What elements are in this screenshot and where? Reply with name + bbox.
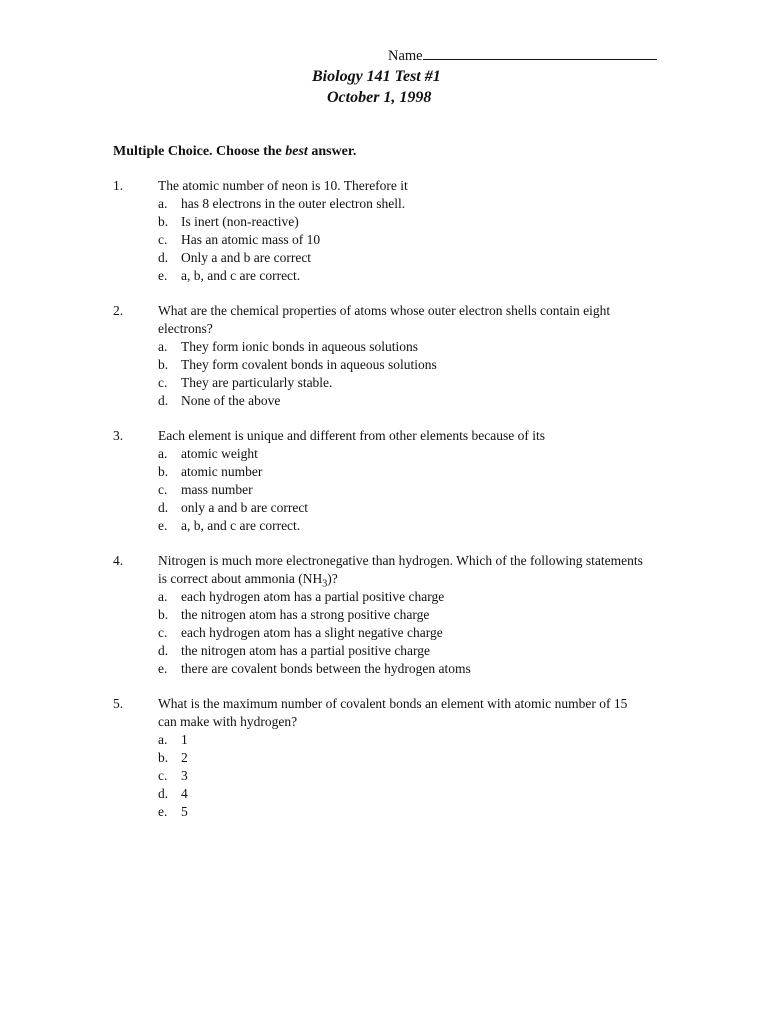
instructions <box>113 143 356 161</box>
answer-option <box>158 249 673 267</box>
answer-option <box>158 499 673 517</box>
option-letter: a. <box>158 196 168 211</box>
answer-option <box>158 731 673 749</box>
option-letter: c. <box>158 232 168 247</box>
option-letter: e. <box>158 804 168 819</box>
name-field-line <box>388 46 657 65</box>
answer-option <box>158 749 673 767</box>
question-number: 1. <box>113 178 124 193</box>
option-text: mass number <box>181 482 253 497</box>
option-text: None of the above <box>181 393 281 408</box>
option-text: each hydrogen atom has a slight negative charge <box>181 625 443 640</box>
answer-option <box>158 356 673 374</box>
answer-options <box>158 338 673 410</box>
name-label: Name <box>388 48 423 64</box>
answer-option <box>158 195 673 213</box>
option-letter: d. <box>158 786 169 801</box>
option-letter: c. <box>158 768 168 783</box>
question-2 <box>113 302 673 410</box>
answer-option <box>158 213 673 231</box>
answer-option <box>158 267 673 285</box>
question-1 <box>113 177 673 285</box>
answer-options <box>158 731 673 821</box>
question-number: 3. <box>113 428 124 443</box>
option-text: They form ionic bonds in aqueous solutions <box>181 339 418 354</box>
option-text: Only a and b are correct <box>181 250 312 265</box>
option-letter: a. <box>158 589 168 604</box>
question-stem: What is the maximum number of covalent bonds an element with atomic number of 15 can make with hydrogen? <box>158 696 628 729</box>
option-text: atomic number <box>181 464 263 479</box>
option-text: there are covalent bonds between the hydrogen atoms <box>181 661 471 676</box>
option-letter: d. <box>158 393 169 408</box>
instructions-prefix: Multiple Choice. Choose the <box>113 144 286 159</box>
question-5 <box>113 695 673 821</box>
option-text: has 8 electrons in the outer electron shell. <box>181 196 406 211</box>
answer-option <box>158 803 673 821</box>
option-letter: b. <box>158 607 169 622</box>
subscript-3: 3 <box>322 578 328 590</box>
answer-option <box>158 481 673 499</box>
name-blank <box>423 46 657 60</box>
option-text: Has an atomic mass of 10 <box>181 232 321 247</box>
option-letter: b. <box>158 464 169 479</box>
answer-option <box>158 624 673 642</box>
option-letter: e. <box>158 268 168 283</box>
answer-option <box>158 660 673 678</box>
answer-option <box>158 588 673 606</box>
option-text: the nitrogen atom has a partial positive charge <box>181 643 431 658</box>
answer-options <box>158 195 673 285</box>
option-text: the nitrogen atom has a strong positive charge <box>181 607 430 622</box>
option-text: each hydrogen atom has a partial positive charge <box>181 589 445 604</box>
answer-option <box>158 606 673 624</box>
option-letter: e. <box>158 518 168 533</box>
option-text: a, b, and c are correct. <box>181 268 301 283</box>
option-letter: c. <box>158 625 168 640</box>
option-text: 2 <box>181 750 188 765</box>
option-letter: b. <box>158 750 169 765</box>
option-text: a, b, and c are correct. <box>181 518 301 533</box>
option-text: Is inert (non-reactive) <box>181 214 299 229</box>
option-letter: a. <box>158 339 168 354</box>
option-letter: c. <box>158 482 168 497</box>
answer-option <box>158 231 673 249</box>
title-course: Biology 141 Test #1 <box>312 68 441 85</box>
option-letter: d. <box>158 500 169 515</box>
question-stem <box>158 552 648 588</box>
option-letter: c. <box>158 375 168 390</box>
question-number: 4. <box>113 553 124 568</box>
answer-options <box>158 588 673 678</box>
option-text: They form covalent bonds in aqueous solutions <box>181 357 437 372</box>
question-stem-end: )? <box>327 571 338 586</box>
option-text: 1 <box>181 732 188 747</box>
option-text: only a and b are correct <box>181 500 309 515</box>
question-3 <box>113 427 673 535</box>
question-stem: The atomic number of neon is 10. Therefore it <box>158 178 408 193</box>
instructions-suffix: answer. <box>307 144 357 159</box>
question-stem-text: Nitrogen is much more electronegative than hydrogen. Which of the following statements is correct about ammonia (NH <box>158 553 643 586</box>
question-number: 5. <box>113 696 124 711</box>
question-stem: Each element is unique and different from other elements because of its <box>158 428 545 443</box>
option-letter: b. <box>158 357 169 372</box>
option-text: atomic weight <box>181 446 258 461</box>
answer-option <box>158 374 673 392</box>
answer-option <box>158 338 673 356</box>
option-letter: a. <box>158 732 168 747</box>
option-letter: d. <box>158 643 169 658</box>
answer-option <box>158 767 673 785</box>
answer-option <box>158 463 673 481</box>
question-stem: What are the chemical properties of atoms whose outer electron shells contain eight electrons? <box>158 303 611 336</box>
answer-option <box>158 445 673 463</box>
option-text: They are particularly stable. <box>181 375 333 390</box>
option-text: 3 <box>181 768 188 783</box>
option-text: 4 <box>181 786 188 801</box>
answer-option <box>158 642 673 660</box>
option-letter: d. <box>158 250 169 265</box>
question-4 <box>113 552 673 678</box>
title-date: October 1, 1998 <box>327 89 432 106</box>
question-number: 2. <box>113 303 124 318</box>
answer-options <box>158 445 673 535</box>
question-list <box>113 177 673 838</box>
option-text: 5 <box>181 804 188 819</box>
answer-option <box>158 785 673 803</box>
option-letter: e. <box>158 661 168 676</box>
option-letter: a. <box>158 446 168 461</box>
instructions-emphasis: best <box>285 144 308 159</box>
answer-option <box>158 392 673 410</box>
answer-option <box>158 517 673 535</box>
option-letter: b. <box>158 214 169 229</box>
